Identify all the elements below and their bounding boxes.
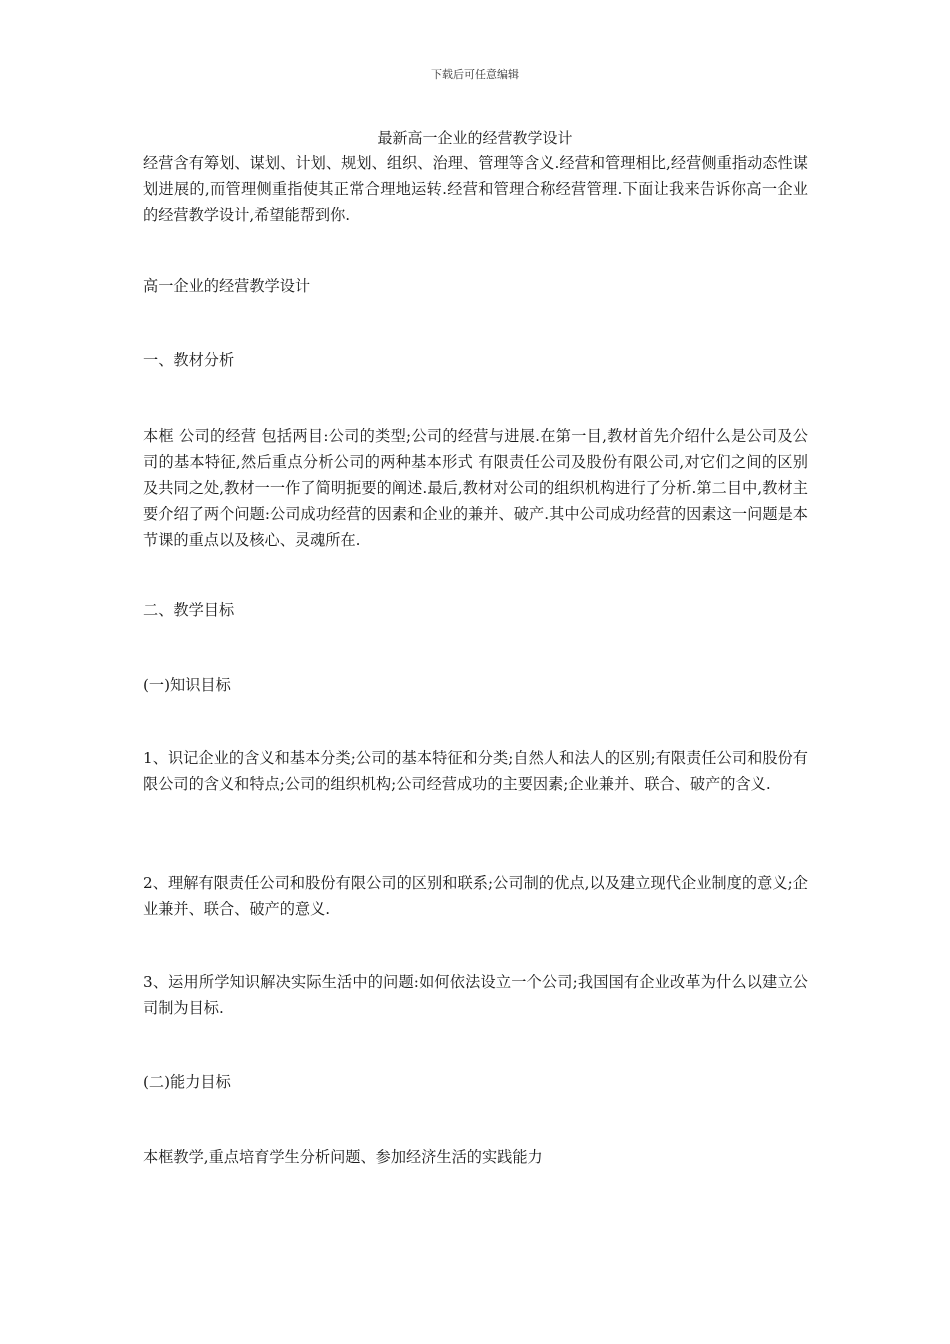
subtitle: 高一企业的经营教学设计 [143,277,311,295]
knowledge-goal-item-3: 3、运用所学知识解决实际生活中的问题:如何依法设立一个公司;我国国有企业改革为什么以建立公司制为目标. [143,973,808,1017]
section-2-heading: 二、教学目标 [143,601,235,619]
ability-goals-heading: (二)能力目标 [143,1073,231,1091]
section-1-heading: 一、教材分析 [143,351,235,369]
knowledge-goal-item-2: 2、理解有限责任公司和股份有限公司的区别和联系;公司制的优点,以及建立现代企业制度的意义;企业兼并、联合、破产的意义. [143,874,808,918]
knowledge-goal-item-1: 1、识记企业的含义和基本分类;公司的基本特征和分类;自然人和法人的区别;有限责任公司和股份有限公司的含义和特点;公司的组织机构;公司经营成功的主要因素;企业兼并、联合、破产的含义. [143,749,808,793]
header-note: 下载后可任意编辑 [431,68,519,81]
section-1-body: 本框 公司的经营 包括两目:公司的类型;公司的经营与进展.在第一目,教材首先介绍什么是公司及公司的基本特征,然后重点分析公司的两种基本形式 有限责任公司及股份有限公司,对它们之间的区别及共同之处,教材一一作了简明扼要的阐述.最后,教材对公司的组织机构进行了分析.第二目中,教材主要介绍了两个问题:公司成功经营的因素和企业的兼并、破产.其中公司成功经营的因素这一问题是本节课的重点以及核心、灵魂所在. [143,427,808,549]
ability-goals-body: 本框教学,重点培育学生分析问题、参加经济生活的实践能力 [143,1148,543,1166]
knowledge-goals-heading: (一)知识目标 [143,676,231,694]
document-title: 最新高一企业的经营教学设计 [377,129,573,147]
intro-paragraph: 经营含有筹划、谋划、计划、规划、组织、治理、管理等含义.经营和管理相比,经营侧重指动态性谋划进展的,而管理侧重指使其正常合理地运转.经营和管理合称经营管理.下面让我来告诉你高一企业的经营教学设计,希望能帮到你. [143,154,808,224]
